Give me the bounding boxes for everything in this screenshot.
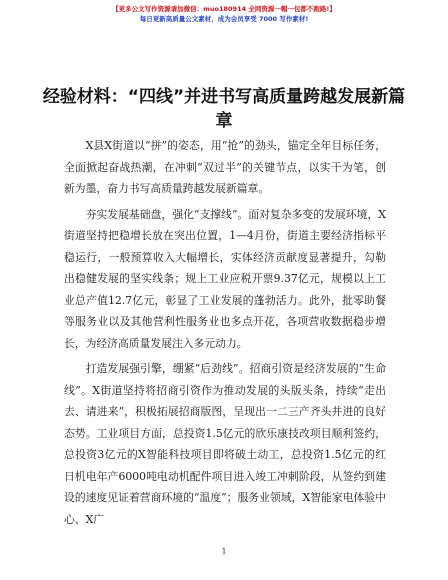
- promo-banner: [0, 4, 448, 24]
- paragraph-support-line: 夯实发展基础盘，强化“支撑线”。面对复杂多变的发展环境，X街道坚持把稳增长放在突出位置，1—4月份，街道主要经济指标平稳运行，一般预算收入大幅增长，实体经济贡献度显著提升，勾勒出稳健发展的坚实线条；规上工业应税开票9.37亿元，规模以上工业总产值12.7亿元，彰显了工业发展的蓬勃活力。此外，批零助餐等服务业以及其他营利性服务业也多点开花，各项营收数据稳步增长，为经济高质量发展注入多元动力。: [64, 207, 386, 350]
- document-body: [64, 135, 386, 534]
- promo-banner-line-1: 【更多公文写作资源请加微信：muo180914 全网资源一帽一包都不跑路!】: [112, 5, 336, 13]
- paragraph-intro: X县X街道以“拼”的姿态，用“抢”的劲头，锚定全年目标任务，全面掀起奋战热潮，在冲刺“双过半”的关键节点，以实干为笔，创新为墨，奋力书写高质量跨越发展新篇章。: [64, 139, 386, 195]
- page-number: 1: [221, 547, 227, 556]
- document-title: 经验材料：“四线”并进书写高质量跨越发展新篇章: [42, 87, 406, 131]
- promo-banner-line-2: 每日更新高质量公文素材，成为会员享受 7000 写作素材!: [139, 15, 309, 23]
- paragraph-momentum-line: 打造发展强引擎，绷紧“后劲线”。招商引资是经济发展的“生命线”。X街道坚持将招商引资作为推动发展的头版头条，持续“走出去、请进来”，积极拓展招商版图，呈现出一二三产齐头并进的良好态势。工业项目方面，总投资1.5亿元的欣乐康技改项目顺利签约，总投资3亿元的X智能科技项目即将破土动工，总投资1.5亿元的红日机电年产6000吨电动机配件项目进入竣工冲刺阶段，从签约到建设的速度见证着营商环境的“温度”；服务业领域，X智能家电体验中心、X广: [64, 362, 386, 526]
